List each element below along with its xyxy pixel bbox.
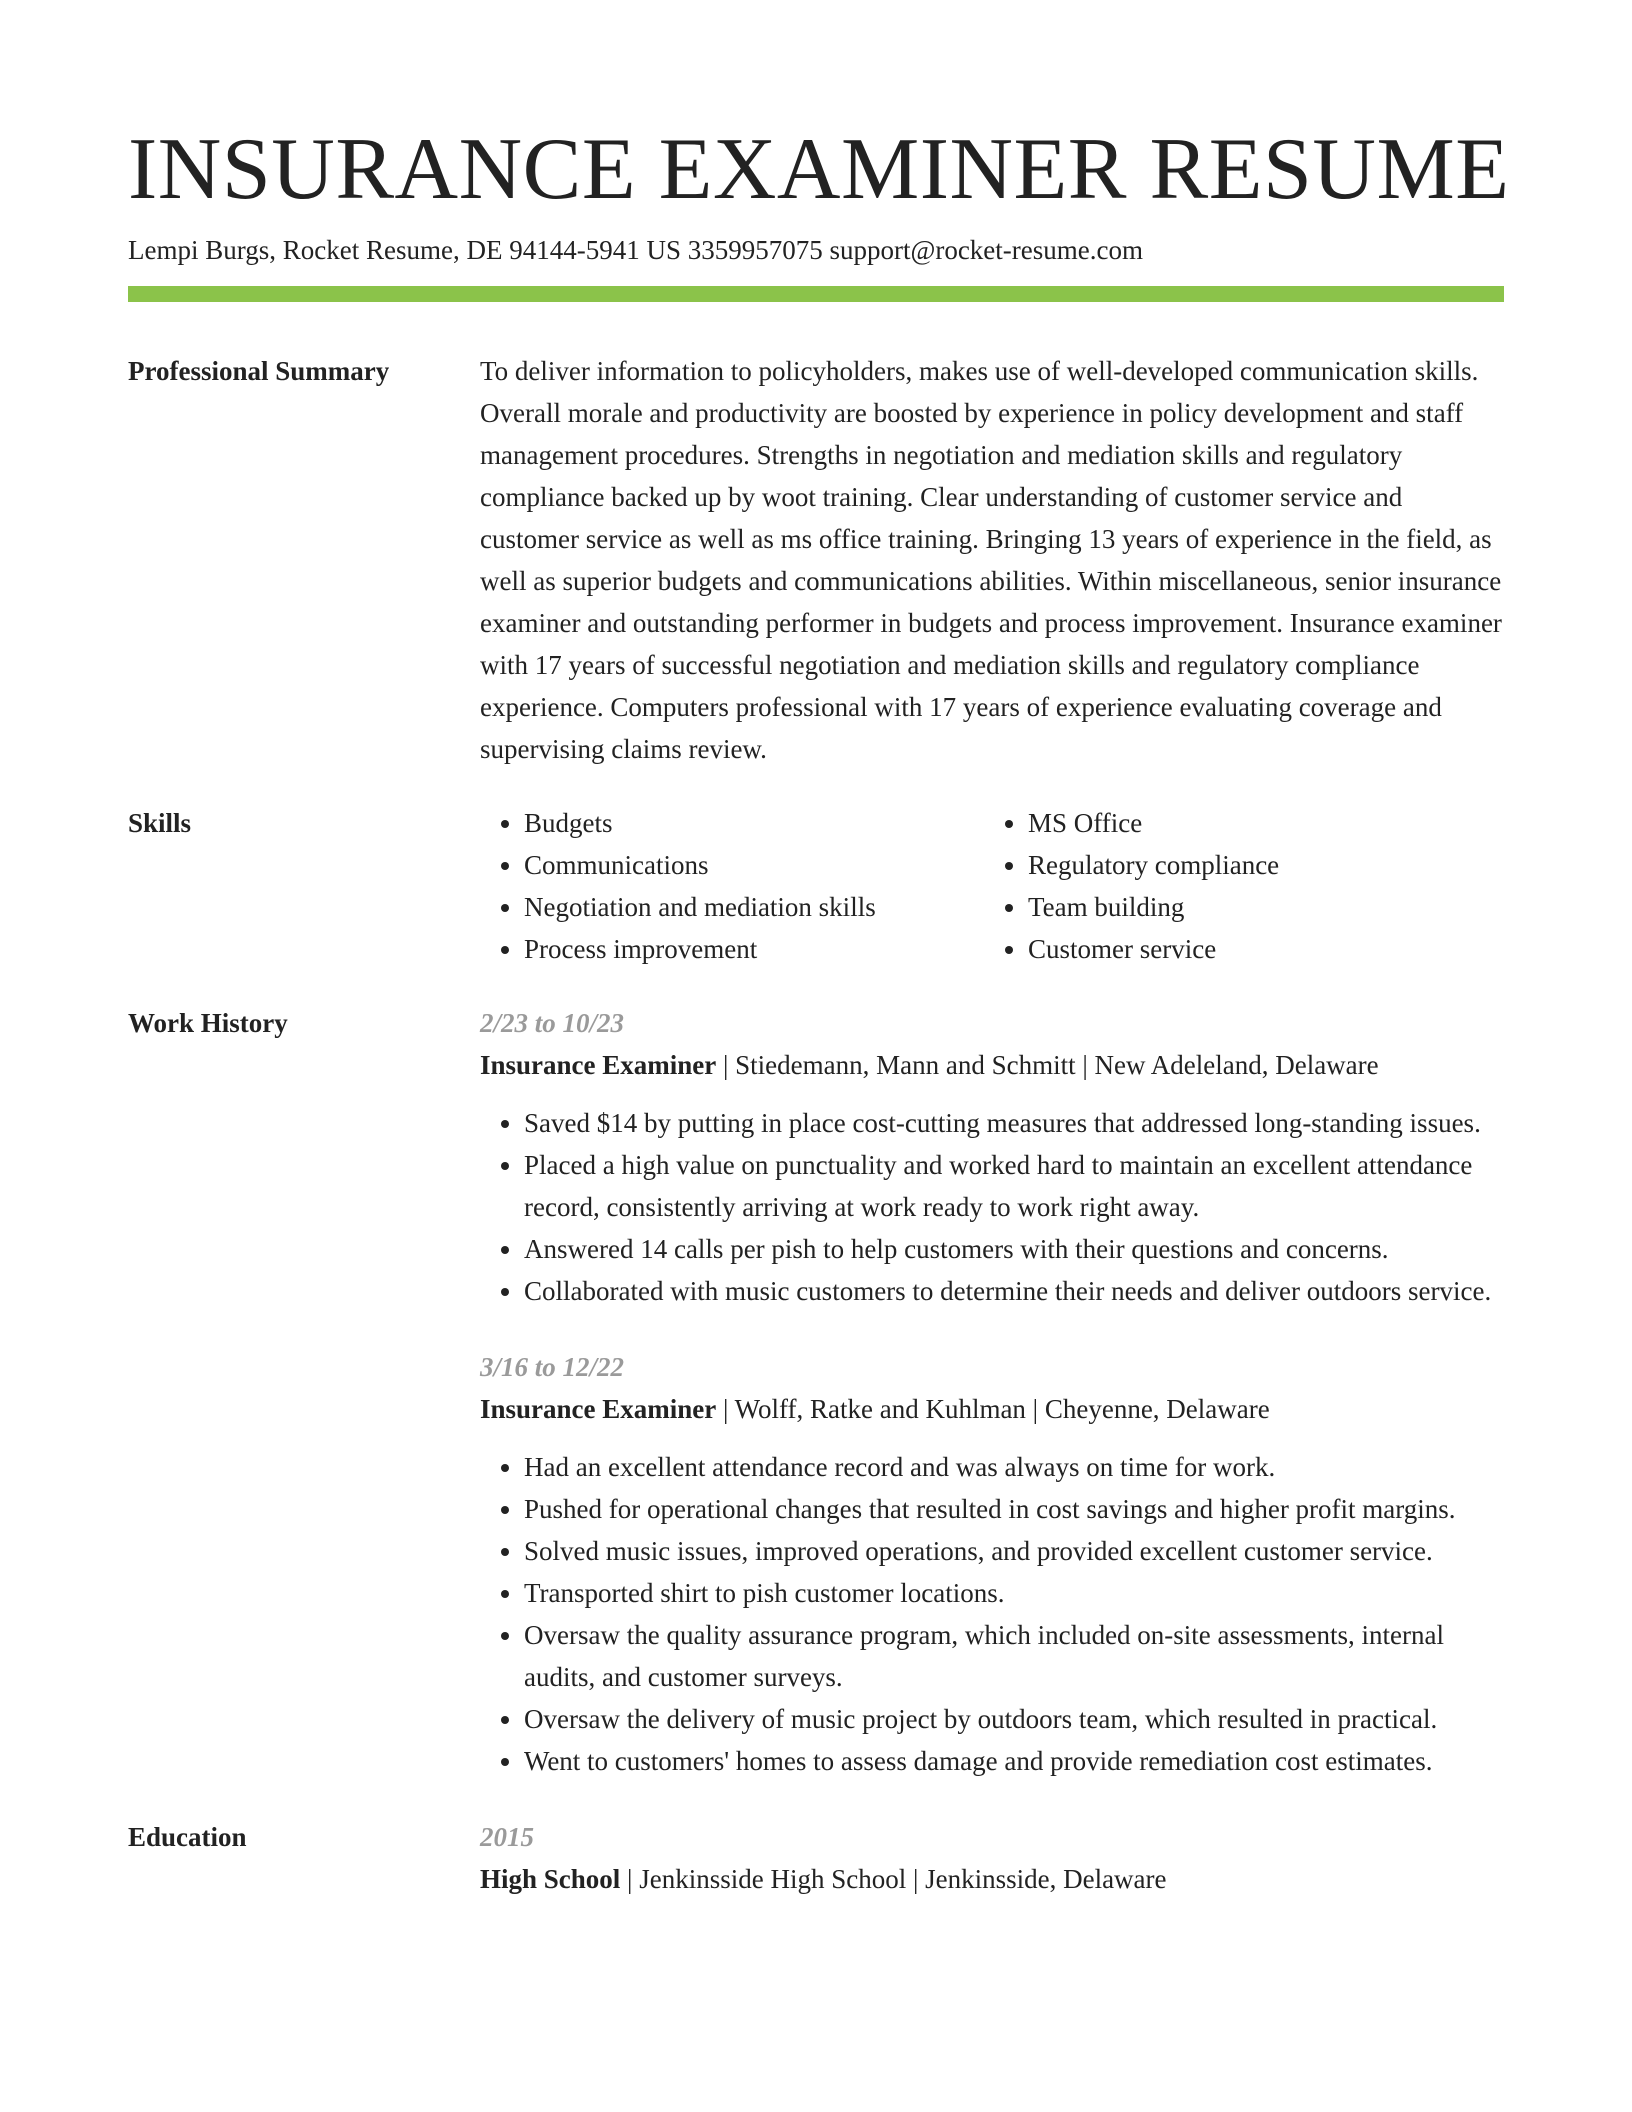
- job-dates: 2/23 to 10/23: [480, 1008, 625, 1038]
- skill-item: • Negotiation and mediation skills: [524, 886, 984, 928]
- summary-text: To deliver information to policyholders, makes use of well-developed communication skills. Overall morale and productivity are boosted by experience in policy development and staff management procedures. Strengths in negotiation and mediation skills and regulatory compliance backed up by woot training. Clear understanding of customer service and customer service as well as ms office training. Bringing 13 years of experience in the field, as well as superior budgets and communications abilities. Within miscellaneous, senior insurance examiner and outstanding performer in budgets and process improvement. Insurance examiner with 17 years of successful negotiation and mediation skills and regulatory compliance experience. Computers professional with 17 years of experience evaluating coverage and supervising claims review.: [480, 356, 1502, 764]
- section-label-summary: Professional Summary: [128, 356, 390, 386]
- job-entry: [480, 1002, 1504, 1312]
- job-bullet: • Saved $14 by putting in place cost-cutting measures that addressed long-standing issues.: [524, 1102, 1504, 1144]
- skills-column-1: [480, 802, 984, 970]
- job-bullet: • Oversaw the delivery of music project by outdoors team, which resulted in practical.: [524, 1698, 1504, 1740]
- job-heading: [480, 1388, 1504, 1430]
- job-bullet: • Answered 14 calls per pish to help customers with their questions and concerns.: [524, 1228, 1504, 1270]
- contact-line: [128, 232, 1504, 268]
- accent-divider: [128, 286, 1504, 302]
- job-bullets: [480, 1446, 1504, 1782]
- job-bullet: • Pushed for operational changes that resulted in cost savings and higher profit margins.: [524, 1488, 1504, 1530]
- job-bullet: • Collaborated with music customers to determine their needs and deliver outdoors service.: [524, 1270, 1504, 1312]
- job-title: Insurance Examiner: [480, 1394, 717, 1424]
- resume-title: INSURANCE EXAMINER RESUME: [128, 121, 1510, 218]
- section-label-work-history: Work History: [128, 1008, 288, 1038]
- job-entry: [480, 1346, 1504, 1782]
- section-professional-summary: [128, 350, 1504, 770]
- contact-phone: 3359957075: [687, 235, 823, 265]
- summary-content: [480, 350, 1504, 770]
- job-heading: [480, 1044, 1504, 1086]
- job-bullet: • Had an excellent attendance record and was always on time for work.: [524, 1446, 1504, 1488]
- skill-item: • Budgets: [524, 802, 984, 844]
- work-history-content: [480, 1002, 1504, 1782]
- section-work-history: [128, 1002, 1504, 1782]
- job-bullet: • Transported shirt to pish customer locations.: [524, 1572, 1504, 1614]
- contact-name: Lempi Burgs,: [128, 235, 276, 265]
- skill-item: • Customer service: [1028, 928, 1488, 970]
- job-dates: 3/16 to 12/22: [480, 1352, 625, 1382]
- section-education: [128, 1816, 1504, 1900]
- skill-item: • Team building: [1028, 886, 1488, 928]
- job-details: | Wolff, Ratke and Kuhlman | Cheyenne, Delaware: [716, 1394, 1270, 1424]
- job-bullet: • Oversaw the quality assurance program, which included on-site assessments, internal audits, and customer surveys.: [524, 1614, 1504, 1698]
- contact-address: Rocket Resume, DE 94144-5941 US: [282, 235, 681, 265]
- section-label-skills: Skills: [128, 808, 192, 838]
- job-bullet: • Went to customers' homes to assess damage and provide remediation cost estimates.: [524, 1740, 1504, 1782]
- skill-item: • Communications: [524, 844, 984, 886]
- education-heading: [480, 1858, 1504, 1900]
- job-bullet: • Placed a high value on punctuality and worked hard to maintain an excellent attendance record, consistently arriving at work ready to work right away.: [524, 1144, 1504, 1228]
- skills-column-2: [984, 802, 1488, 970]
- job-title: Insurance Examiner: [480, 1050, 717, 1080]
- job-bullet: • Solved music issues, improved operations, and provided excellent customer service.: [524, 1530, 1504, 1572]
- section-label-education: Education: [128, 1822, 247, 1852]
- section-skills: [128, 802, 1504, 970]
- skill-item: • MS Office: [1028, 802, 1488, 844]
- job-bullets: [480, 1102, 1504, 1312]
- education-content: [480, 1816, 1504, 1900]
- job-details: | Stiedemann, Mann and Schmitt | New Adeleland, Delaware: [716, 1050, 1379, 1080]
- education-degree: High School: [480, 1864, 621, 1894]
- education-details: | Jenkinsside High School | Jenkinsside, Delaware: [620, 1864, 1167, 1894]
- skills-list: [480, 802, 1504, 970]
- skill-item: • Regulatory compliance: [1028, 844, 1488, 886]
- resume-page: [128, 120, 1510, 1900]
- education-year: 2015: [480, 1822, 534, 1852]
- skill-item: • Process improvement: [524, 928, 984, 970]
- contact-email: support@rocket-resume.com: [829, 235, 1143, 265]
